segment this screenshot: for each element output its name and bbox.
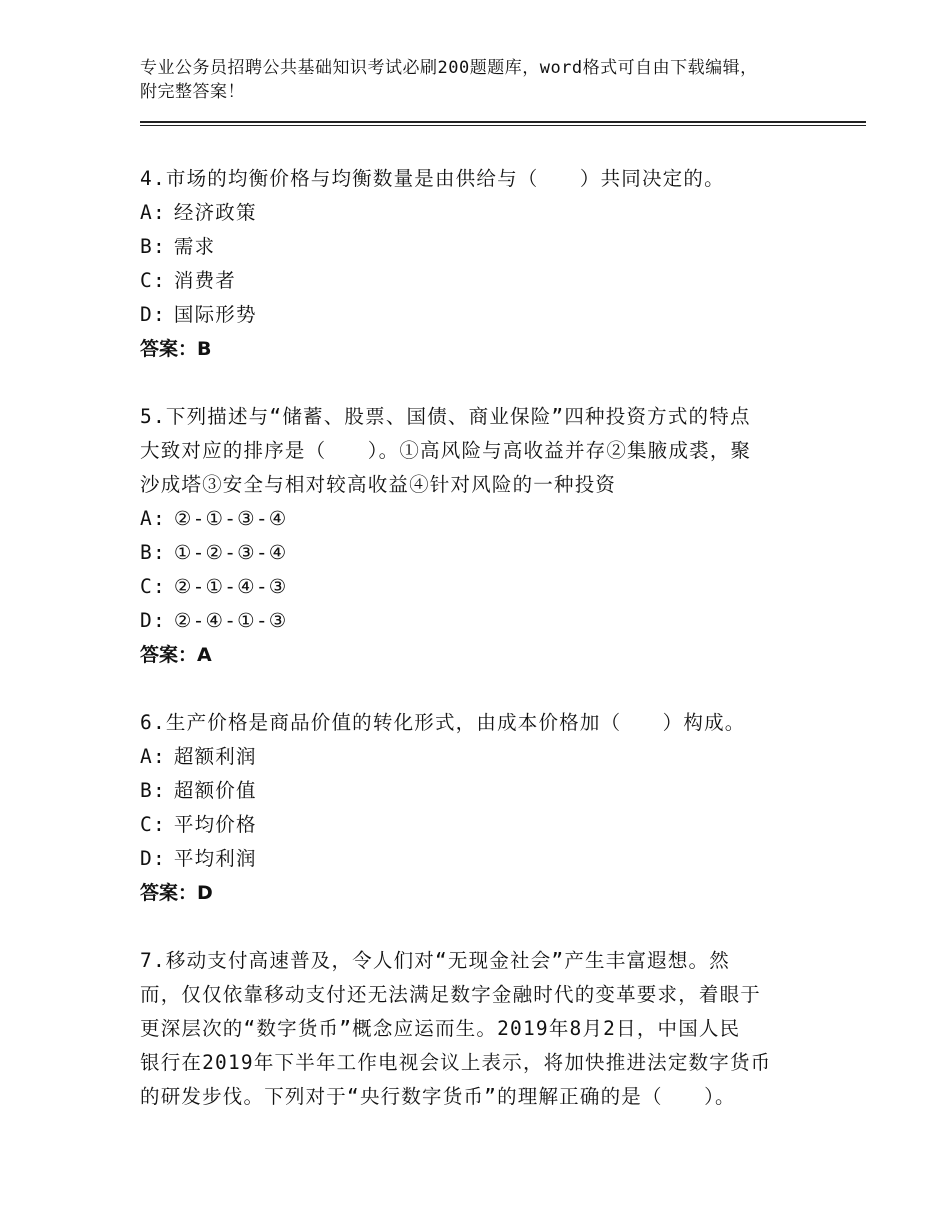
question-option — [140, 264, 820, 298]
question-4 — [140, 162, 820, 366]
question-option — [140, 774, 820, 808]
question-stem-line: 6.生产价格是商品价值的转化形式，由成本价格加（ ）构成。 — [140, 711, 746, 734]
option-key: C: — [140, 813, 166, 836]
question-option — [140, 298, 820, 332]
question-option — [140, 842, 820, 876]
question-stem-line: 4.市场的均衡价格与均衡数量是由供给与（ ）共同决定的。 — [140, 167, 725, 190]
option-key: A: — [140, 745, 166, 768]
question-option — [140, 502, 820, 536]
question-7 — [140, 944, 820, 1114]
question-option — [140, 604, 820, 638]
question-answer: 答案：A — [140, 644, 212, 666]
option-text: 需求 — [173, 235, 216, 258]
question-spacer — [140, 672, 820, 706]
question-option — [140, 536, 820, 570]
option-text: ②-①-③-④ — [173, 507, 288, 530]
question-option — [140, 808, 820, 842]
option-text: 国际形势 — [173, 303, 257, 326]
option-key: D: — [140, 609, 166, 632]
option-text: 超额价值 — [173, 779, 257, 802]
header-line-2: 附完整答案！ — [140, 82, 245, 102]
question-option — [140, 196, 820, 230]
option-key: C: — [140, 269, 166, 292]
option-text: ①-②-③-④ — [173, 541, 288, 564]
question-spacer — [140, 910, 820, 944]
option-key: D: — [140, 303, 166, 326]
option-text: 平均利润 — [173, 847, 257, 870]
header-divider-top — [140, 121, 866, 123]
question-5 — [140, 400, 820, 672]
option-text: 超额利润 — [173, 745, 257, 768]
option-text: 平均价格 — [173, 813, 257, 836]
question-option — [140, 570, 820, 604]
option-key: A: — [140, 201, 166, 224]
option-text: 消费者 — [173, 269, 236, 292]
question-option — [140, 230, 820, 264]
question-stem-line: 而，仅仅依靠移动支付还无法满足数字金融时代的变革要求，着眼于 — [140, 983, 762, 1006]
question-option — [140, 740, 820, 774]
question-stem-line: 的研发步伐。下列对于“央行数字货币”的理解正确的是（ ）。 — [140, 1085, 736, 1108]
option-key: A: — [140, 507, 166, 530]
question-answer: 答案：B — [140, 338, 212, 360]
question-stem-line: 大致对应的排序是（ ）。①高风险与高收益并存②集腋成裘，聚 — [140, 439, 752, 462]
option-key: B: — [140, 541, 166, 564]
question-stem-line: 银行在2019年下半年工作电视会议上表示，将加快推进法定数字货币 — [140, 1051, 772, 1074]
question-stem-line: 5.下列描述与“储蓄、股票、国债、商业保险”四种投资方式的特点 — [140, 405, 751, 428]
option-key: C: — [140, 575, 166, 598]
option-text: 经济政策 — [173, 201, 257, 224]
question-stem-line: 更深层次的“数字货币”概念应运而生。2019年8月2日，中国人民 — [140, 1017, 741, 1040]
question-answer: 答案：D — [140, 882, 213, 904]
header-divider-bottom — [140, 125, 866, 126]
header-line-1: 专业公务员招聘公共基础知识考试必刷200题题库，word格式可自由下载编辑， — [140, 58, 758, 78]
question-6 — [140, 706, 820, 910]
question-stem-line: 沙成塔③安全与相对较高收益④针对风险的一种投资 — [140, 473, 617, 496]
question-spacer — [140, 366, 820, 400]
option-text: ②-④-①-③ — [173, 609, 288, 632]
option-key: D: — [140, 847, 166, 870]
option-key: B: — [140, 779, 166, 802]
question-stem-line: 7.移动支付高速普及，令人们对“无现金社会”产生丰富遐想。然 — [140, 949, 730, 972]
option-text: ②-①-④-③ — [173, 575, 288, 598]
document-header — [140, 56, 820, 104]
option-key: B: — [140, 235, 166, 258]
question-list — [140, 162, 820, 1114]
